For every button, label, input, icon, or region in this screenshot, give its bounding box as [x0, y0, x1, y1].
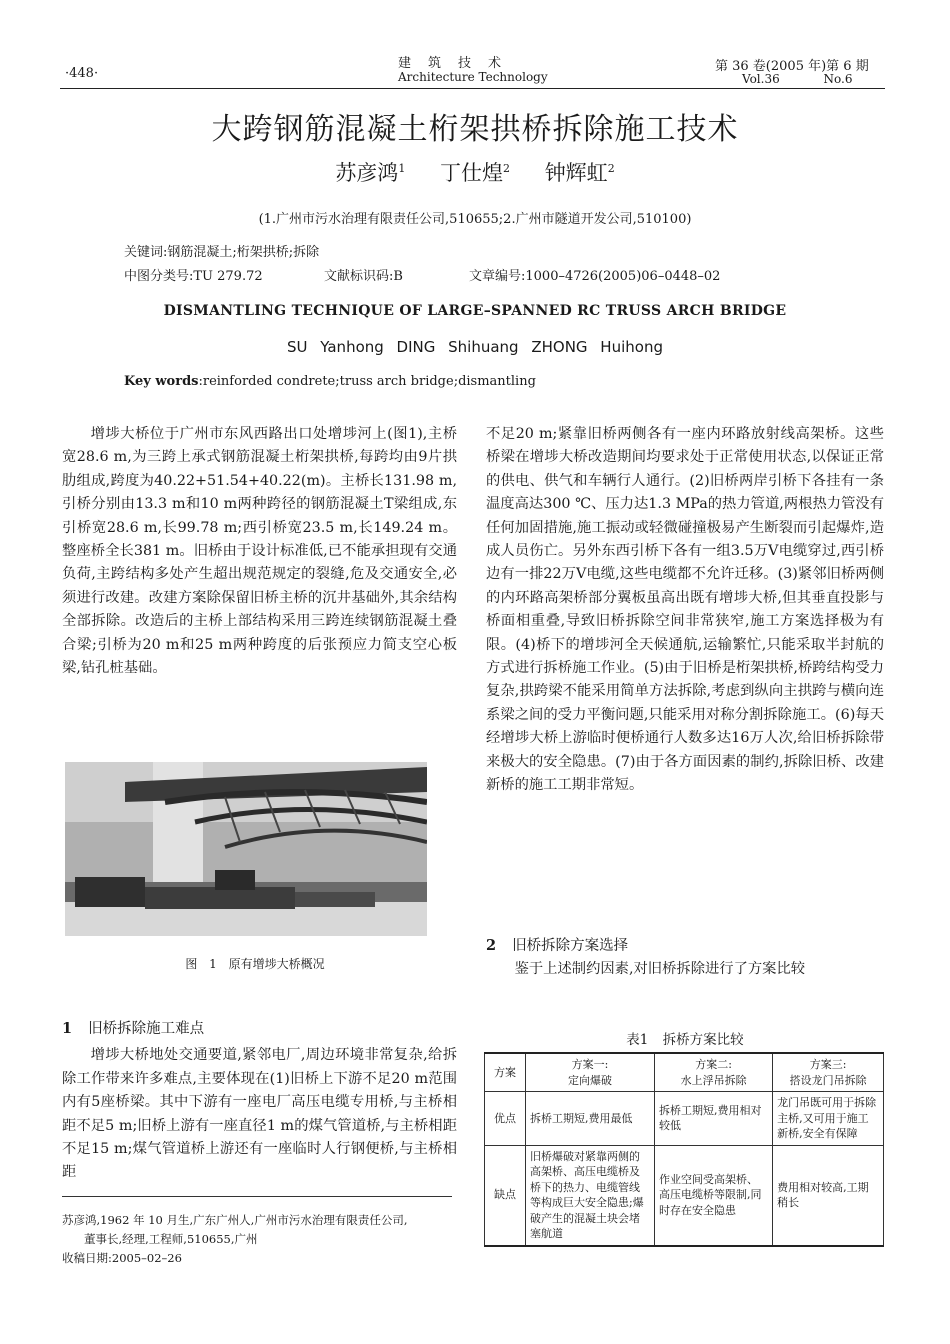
table-cell: 费用相对较高,工期稍长 — [773, 1145, 884, 1246]
table-row-label: 优点 — [485, 1092, 526, 1146]
table-cell: 旧桥爆破对紧靠两侧的高架桥、高压电缆桥及桥下的热力、电缆管线等构成巨大安全隐患;爆破产生的混凝土块会堵塞航道 — [526, 1145, 655, 1246]
author-list — [0, 157, 950, 187]
section-2-heading: 2 旧桥拆除方案选择 — [486, 937, 629, 954]
table-row — [485, 1092, 884, 1146]
journal-name-cn: 建筑技术 — [398, 56, 519, 71]
received-date: 收稿日期:2005–02–26 — [62, 1251, 182, 1265]
english-title: DISMANTLING TECHNIQUE OF LARGE–SPANNED RC TRUSS ARCH BRIDGE — [163, 303, 787, 319]
section-1-heading: 1 旧桥拆除施工难点 — [62, 1020, 205, 1037]
table-cell: 龙门吊既可用于拆除主桥,又可用于施工新桥,安全有保障 — [773, 1092, 884, 1146]
author-bio: 苏彦鸿,1962 年 10 月生,广东广州人,广州市污水治理有限责任公司, — [62, 1213, 408, 1227]
english-keywords: Key words:reinforded condrete;truss arch bridge;dismantling — [124, 374, 536, 389]
volume-en: Vol.36 No.6 — [742, 72, 853, 86]
section-2 — [486, 934, 884, 982]
journal-name-en: Architecture Technology — [398, 70, 548, 84]
table-header-row — [485, 1053, 884, 1092]
table-header-cell: 方案三: 搭设龙门吊拆除 — [773, 1053, 884, 1092]
author-bio-cont: 董事长,经理,工程师,510655,广州 — [84, 1232, 258, 1246]
author: 丁仕煌$^2$ — [440, 161, 510, 185]
page-number: ·448· — [65, 66, 99, 81]
header-rule — [60, 88, 885, 89]
table-header-cell: 方案一: 定向爆破 — [526, 1053, 655, 1092]
section-1 — [62, 1017, 457, 1185]
footnote-rule — [62, 1196, 452, 1197]
table-cell: 作业空间受高架桥、高压电缆桥等限制,同时存在安全隐患 — [655, 1145, 773, 1246]
keywords-cn: 关键词:钢筋混凝土;桁架拱桥;拆除 — [124, 245, 320, 260]
footnote — [62, 1211, 462, 1268]
section-2-text: 鉴于上述制约因素,对旧桥拆除进行了方案比较 — [514, 961, 806, 978]
author: 钟辉虹$^2$ — [544, 161, 615, 185]
english-authors: SU Yanhong DING Shihuang ZHONG Huihong — [287, 338, 663, 356]
affiliation: (1.广州市污水治理有限责任公司,510655;2.广州市隧道开发公司,510100) — [258, 212, 692, 227]
table-header-cell: 方案 — [485, 1053, 526, 1092]
table-row — [485, 1145, 884, 1246]
table-cell: 拆桥工期短,费用相对较低 — [655, 1092, 773, 1146]
document-code: 文献标识码:B — [324, 269, 403, 284]
volume-cn: 第 36 卷(2005 年)第 6 期 — [715, 59, 869, 74]
intro-paragraph: 增埗大桥位于广州市东风西路出口处增埗河上(图1),主桥宽28.6 m,为三跨上承式钢筋混凝土桁架拱桥,每跨均由9片拱肋组成,跨度为40.22+51.54+40.22(m)。主桥长131.98 m,引桥分别由13.3 m和10 m两种跨径的钢筋混凝土T梁组成,东引桥宽28.6 m,长99.78 m;西引桥宽23.5 m,长149.24 m。整座桥全长381 m。旧桥由于设计标准低,已不能承担现有交通负荷,主跨结构多处产生超出规范规定的裂缝,危及交通安全,必须进行改建。改建方案除保留旧桥主桥的沉井基础外,其余结构全部拆除。改造后的主桥上部结构采用三跨连续钢筋混凝土叠合梁;引桥为20 m和25 m两种跨度的后张预应力简支空心板梁,钻孔桩基础。 — [62, 426, 457, 677]
table-cell: 拆桥工期短,费用最低 — [526, 1092, 655, 1146]
section-1-text: 增埗大桥地处交通要道,紧邻电厂,周边环境非常复杂,给拆除工作带来许多难点,主要体现在(1)旧桥上下游不足20 m范围内有5座桥梁。其中下游有一座电厂高压电缆专用桥,与主桥相距不足5 m;旧桥上游有一座直径1 m的煤气管道桥,与主桥相距不足15 m;煤气管道桥上游还有一座临时人行钢便桥,与主桥相距 — [62, 1047, 457, 1181]
right-column-text: 不足20 m;紧靠旧桥两侧各有一座内环路放射线高架桥。这些桥梁在增埗大桥改造期间均要求处于正常使用状态,以保证正常的供电、供气和车辆行人通行。(2)旧桥两岸引桥下各挂有一条温度高达300 ℃、压力达1.3 MPa的热力管道,两根热力管没有任何加固措施,施工振动或轻微碰撞极易产生断裂而引起爆炸,造成人员伤亡。另外东西引桥下各有一组3.5万V电缆穿过,西引桥边有一排22万V电缆,这些电缆都不允许迁移。(3)紧邻旧桥两侧的内环路高架桥部分翼板虽高出既有增埗大桥,但其垂直投影与桥面相重叠,导致旧桥拆除空间非常狭窄,施工方案选择极为有限。(4)桥下的增埗河全天候通航,运输繁忙,只能采取半封航的方式进行拆桥施工作业。(5)由于旧桥是桁架拱桥,桥跨结构受力复杂,拱跨梁不能采用简单方法拆除,考虑到纵向主拱跨与横向连系梁之间的受力平衡问题,只能采用对称分割拆除施工。(6)每天经增埗大桥上游临时便桥通行人数多达16万人次,给旧桥拆除带来极大的安全隐患。(7)由于各方面因素的制约,拆除旧桥、改建新桥的施工工期非常短。 — [486, 426, 884, 794]
paper-title: 大跨钢筋混凝土桁架拱桥拆除施工技术 — [211, 112, 739, 147]
table-caption: 表1 拆桥方案比较 — [626, 1032, 744, 1048]
article-number: 文章编号:1000–4726(2005)06–0448–02 — [469, 269, 721, 284]
figure-caption: 图 1 原有增埗大桥概况 — [185, 957, 325, 971]
comparison-table — [484, 1052, 884, 1247]
table-header-cell: 方案二: 水上浮吊拆除 — [655, 1053, 773, 1092]
clc-number: 中图分类号:TU 279.72 — [124, 269, 263, 284]
author: 苏彦鸿$^1$ — [335, 161, 406, 185]
bridge-photo-illustration — [65, 762, 427, 936]
bridge-photo — [65, 762, 427, 936]
table-row-label: 缺点 — [485, 1145, 526, 1246]
